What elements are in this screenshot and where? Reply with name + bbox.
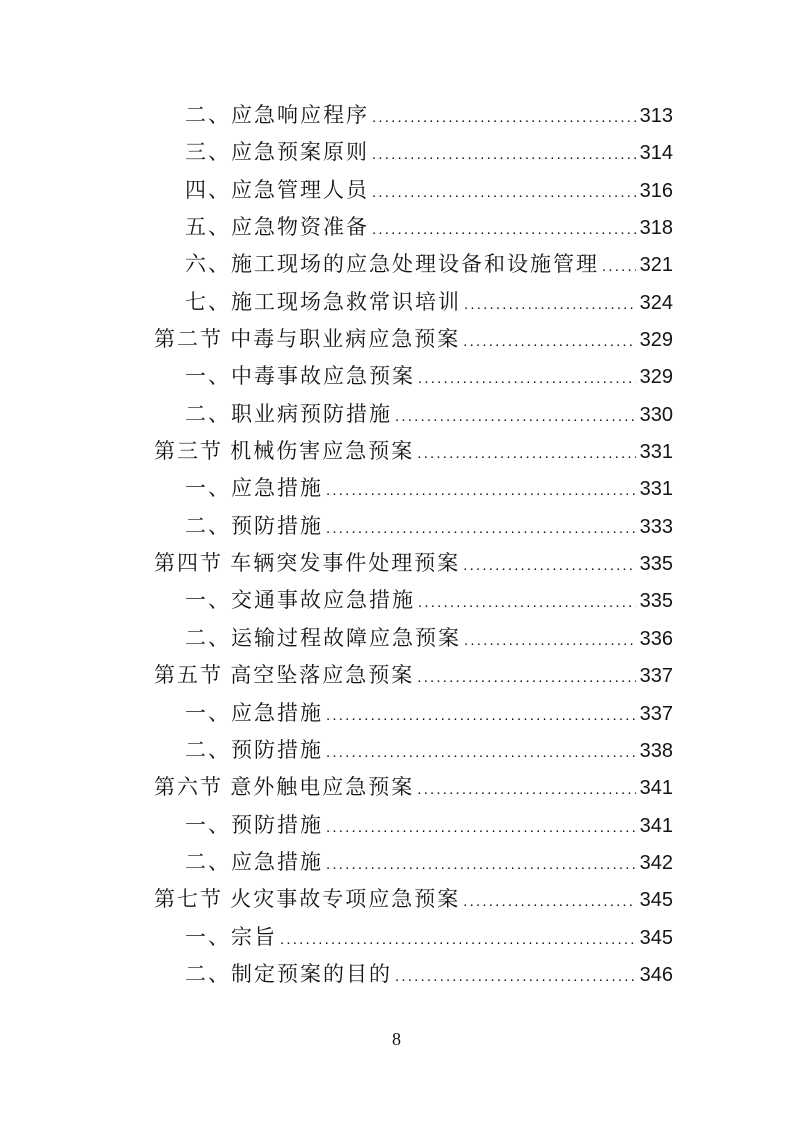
toc-entry-page: 318 [639,217,673,240]
toc-entry[interactable] [154,284,673,321]
toc-entry-label: 一、预防措施 [185,812,323,837]
toc-entry-label: 二、预防措施 [185,513,323,538]
toc-entry[interactable] [154,956,673,993]
toc-dot-leader [417,771,635,808]
toc-entry[interactable] [154,769,673,806]
toc-entry-page: 329 [639,329,673,352]
toc-dot-leader [326,734,636,771]
toc-dot-leader [326,809,636,846]
toc-dot-leader [326,472,636,509]
toc-entry-label: 二、运输过程故障应急预案 [185,625,461,650]
toc-entry[interactable] [154,695,673,732]
toc-entry-page: 345 [639,926,673,949]
toc-dot-leader [464,286,636,323]
toc-dot-leader [372,211,636,248]
toc-entry[interactable] [154,881,673,918]
toc-entry-page: 331 [639,441,673,464]
toc-entry-label: 五、应急物资准备 [185,215,369,240]
toc-entry[interactable] [154,807,673,844]
toc-entry-label: 第二节 中毒与职业病应急预案 [154,327,461,352]
page-number: 8 [392,1029,401,1049]
toc-entry-label: 二、职业病预防措施 [185,401,392,426]
toc-entry-label: 六、施工现场的应急处理设备和设施管理 [185,252,599,277]
toc-dot-leader [417,659,635,696]
toc-entry-label: 七、施工现场急救常识培训 [185,289,461,314]
toc-dot-leader [602,248,636,285]
toc-entry-label: 二、应急措施 [185,849,323,874]
toc-entry-page: 341 [639,814,673,837]
toc-entry-label: 三、应急预案原则 [185,140,369,165]
toc-dot-leader [326,510,636,547]
toc-entry[interactable] [154,97,673,134]
toc-dot-leader [395,958,636,995]
toc-dot-leader [418,360,636,397]
toc-entry[interactable] [154,172,673,209]
toc-entry-label: 一、中毒事故应急预案 [185,364,415,389]
toc-dot-leader [326,697,636,734]
toc-entry[interactable] [154,844,673,881]
toc-entry[interactable] [154,433,673,470]
toc-entry-page: 324 [639,291,673,314]
toc-entry-label: 一、交通事故应急措施 [185,588,415,613]
toc-dot-leader [463,323,635,360]
toc-entry-label: 一、应急措施 [185,476,323,501]
toc-entry[interactable] [154,657,673,694]
toc-dot-leader [463,883,635,920]
toc-entry-page: 313 [639,105,673,127]
toc-entry-page: 331 [639,478,673,501]
toc-entry-page: 333 [639,515,673,538]
toc-entry[interactable] [154,321,673,358]
toc-entry-label: 一、宗旨 [185,924,277,949]
toc-dot-leader [280,921,636,958]
toc-entry-label: 第七节 火灾事故专项应急预案 [154,887,461,912]
toc-list [154,97,673,993]
toc-dot-leader [372,99,636,136]
toc-entry[interactable] [154,209,673,246]
toc-entry-page: 330 [639,403,673,426]
toc-entry-page: 337 [639,665,673,688]
toc-entry-page: 335 [639,590,673,613]
toc-entry[interactable] [154,545,673,582]
toc-entry-label: 第六节 意外触电应急预案 [154,775,415,800]
toc-entry-page: 342 [639,851,673,874]
toc-dot-leader [395,398,636,435]
toc-entry-page: 314 [639,142,673,165]
toc-entry-label: 第三节 机械伤害应急预案 [154,439,415,464]
toc-entry[interactable] [154,732,673,769]
toc-entry-label: 四、应急管理人员 [185,177,369,202]
toc-entry[interactable] [154,919,673,956]
toc-dot-leader [417,435,635,472]
toc-entry[interactable] [154,582,673,619]
toc-dot-leader [326,846,636,883]
toc-entry[interactable] [154,396,673,433]
toc-entry-page: 345 [639,889,673,912]
toc-dot-leader [372,174,636,211]
toc-entry-label: 第五节 高空坠落应急预案 [154,663,415,688]
toc-entry-page: 336 [639,627,673,650]
toc-entry-label: 二、制定预案的目的 [185,961,392,986]
toc-entry-page: 321 [639,254,673,277]
toc-entry-label: 一、应急措施 [185,700,323,725]
toc-entry-page: 338 [639,739,673,762]
toc-entry[interactable] [154,620,673,657]
toc-entry[interactable] [154,470,673,507]
toc-entry-page: 341 [639,777,673,800]
toc-dot-leader [463,547,635,584]
toc-entry-label: 二、预防措施 [185,737,323,762]
toc-entry-page: 346 [639,963,673,986]
toc-dot-leader [464,622,636,659]
toc-dot-leader [372,136,636,173]
toc-entry[interactable] [154,134,673,171]
toc-entry[interactable] [154,246,673,283]
toc-entry-label: 二、应急响应程序 [185,103,369,127]
toc-entry-page: 329 [639,366,673,389]
toc-entry-label: 第四节 车辆突发事件处理预案 [154,551,461,576]
toc-dot-leader [418,584,636,621]
toc-entry-page: 337 [639,702,673,725]
toc-entry-page: 316 [639,179,673,202]
toc-entry-page: 335 [639,553,673,576]
toc-entry[interactable] [154,358,673,395]
toc-entry[interactable] [154,508,673,545]
